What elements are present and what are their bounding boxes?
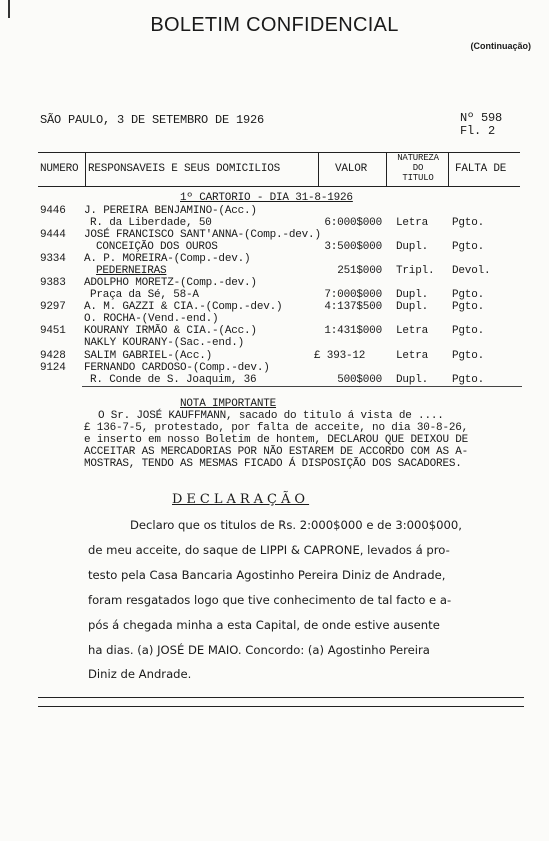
bottom-rule [38,697,524,698]
row-number: 9297 [40,301,66,313]
row-number: 9446 [40,205,66,217]
row-falta: Pgto. [452,374,485,386]
row-valor: 251$000 [337,265,382,277]
row-falta: Pgto. [452,289,485,301]
row-responsavel: JOSÉ FRANCISCO SANT'ANNA-(Comp.-dev.) [84,229,321,241]
row-natureza: Letra [396,325,429,337]
row-domicilio: CONCEIÇÃO DOS OUROS [96,241,218,253]
column-header-natureza: NATUREZA DO TITULO [397,153,439,183]
row-falta: Pgto. [452,301,485,313]
column-header-numero: NUMERO [40,163,79,175]
column-header-falta: FALTA DE [455,163,507,175]
sheet-number: Fl. 2 [460,124,496,138]
place-date: SÃO PAULO, 3 DE SETEMBRO DE 1926 [40,113,265,127]
row-valor: 500$000 [337,374,382,386]
nota-line: £ 136-7-5, protestado, por falta de acceite, no dia 30-8-26, [84,422,469,434]
row-responsavel: KOURANY IRMÃO & CIA.-(Acc.) [84,325,257,337]
row-falta: Pgto. [452,350,485,362]
row-domicilio: R. da Liberdade, 50 [90,217,212,229]
row-domicilio: Praça da Sé, 58-A [90,289,199,301]
row-responsavel: A. P. MOREIRA-(Comp.-dev.) [84,253,251,265]
row-falta: Pgto. [452,325,485,337]
declaracao-line: Diniz de Andrade. [88,667,192,681]
declaracao-line: pós á chegada minha a esta Capital, de onde estive ausente [88,618,440,632]
row-number: 9428 [40,350,66,362]
declaracao-line: ha dias. (a) JOSÉ DE MAIO. Concordo: (a) Agostinho Pereira [88,643,430,657]
row-valor: 3:500$000 [324,241,382,253]
row-valor: £ 393-12 [314,350,366,362]
row-natureza: Dupl. [396,241,429,253]
row-natureza: Dupl. [396,374,429,386]
row-responsavel: O. ROCHA-(Vend.-end.) [84,313,219,325]
row-natureza: Dupl. [396,301,429,313]
column-header-responsaveis: RESPONSAVEIS E SEUS DOMICILIOS [88,163,281,175]
nota-line: MOSTRAS, TENDO AS MESMAS FICADO Á DISPOSIÇÃO DOS SACADORES. [84,458,462,470]
column-header-valor: VALOR [335,163,368,175]
declaracao-title: DECLARAÇÃO [172,492,310,507]
row-number: 9444 [40,229,66,241]
row-valor: 4:137$500 [324,301,382,313]
row-responsavel: NAKLY KOURANY-(Sac.-end.) [84,337,245,349]
row-valor: 1:431$000 [324,325,382,337]
bottom-rule [38,706,524,707]
row-responsavel: ADOLPHO MORETZ-(Comp.-dev.) [84,277,257,289]
continuation-label: (Continuação) [470,41,531,51]
row-valor: 6:000$000 [324,217,382,229]
declaracao-line: testo pela Casa Bancaria Agostinho Pereira Diniz de Andrade, [88,568,446,582]
row-natureza: Tripl. [396,265,435,277]
row-responsavel: J. PEREIRA BENJAMINO-(Acc.) [84,205,257,217]
declaracao-line: de meu acceite, do saque de LIPPI & CAPRONE, levados á pro- [88,543,450,557]
row-responsavel: SALIM GABRIEL-(Acc.) [84,350,213,362]
row-responsavel: A. M. GAZZI & CIA.-(Comp.-dev.) [84,301,283,313]
nota-title: NOTA IMPORTANTE [180,398,277,410]
row-responsavel: FERNANDO CARDOSO-(Comp.-dev.) [84,362,270,374]
nota-line: ACCEITAR AS MERCADORIAS POR NÃO ESTAREM DE ACCORDO COM AS A- [84,446,469,458]
row-natureza: Letra [396,350,429,362]
row-valor: 7:000$000 [324,289,382,301]
row-natureza: Dupl. [396,289,429,301]
row-number: 9124 [40,362,66,374]
nota-line: O Sr. JOSÉ KAUFFMANN, sacado do titulo á vista de .... [98,410,444,422]
row-number: 9383 [40,277,66,289]
row-number: 9451 [40,325,66,337]
document-title: BOLETIM CONFIDENCIAL [150,14,399,36]
row-falta: Devol. [452,265,491,277]
row-domicilio: PEDERNEIRAS [96,265,167,277]
row-domicilio: R. Conde de S. Joaquim, 36 [90,374,257,386]
row-natureza: Letra [396,217,429,229]
row-falta: Pgto. [452,241,485,253]
declaracao-line: foram resgatados logo que tive conhecimento de tal facto e a- [88,593,452,607]
document-number: Nº 598 [460,111,503,125]
section-heading: 1º CARTORIO - DIA 31-8-1926 [180,192,353,204]
row-falta: Pgto. [452,217,485,229]
row-number: 9334 [40,253,66,265]
nota-line: e inserto em nosso Boletim de hontem, DECLAROU QUE DEIXOU DE [84,434,469,446]
margin-mark [8,0,10,18]
declaracao-line: Declaro que os titulos de Rs. 2:000$000 e de 3:000$000, [130,518,462,532]
